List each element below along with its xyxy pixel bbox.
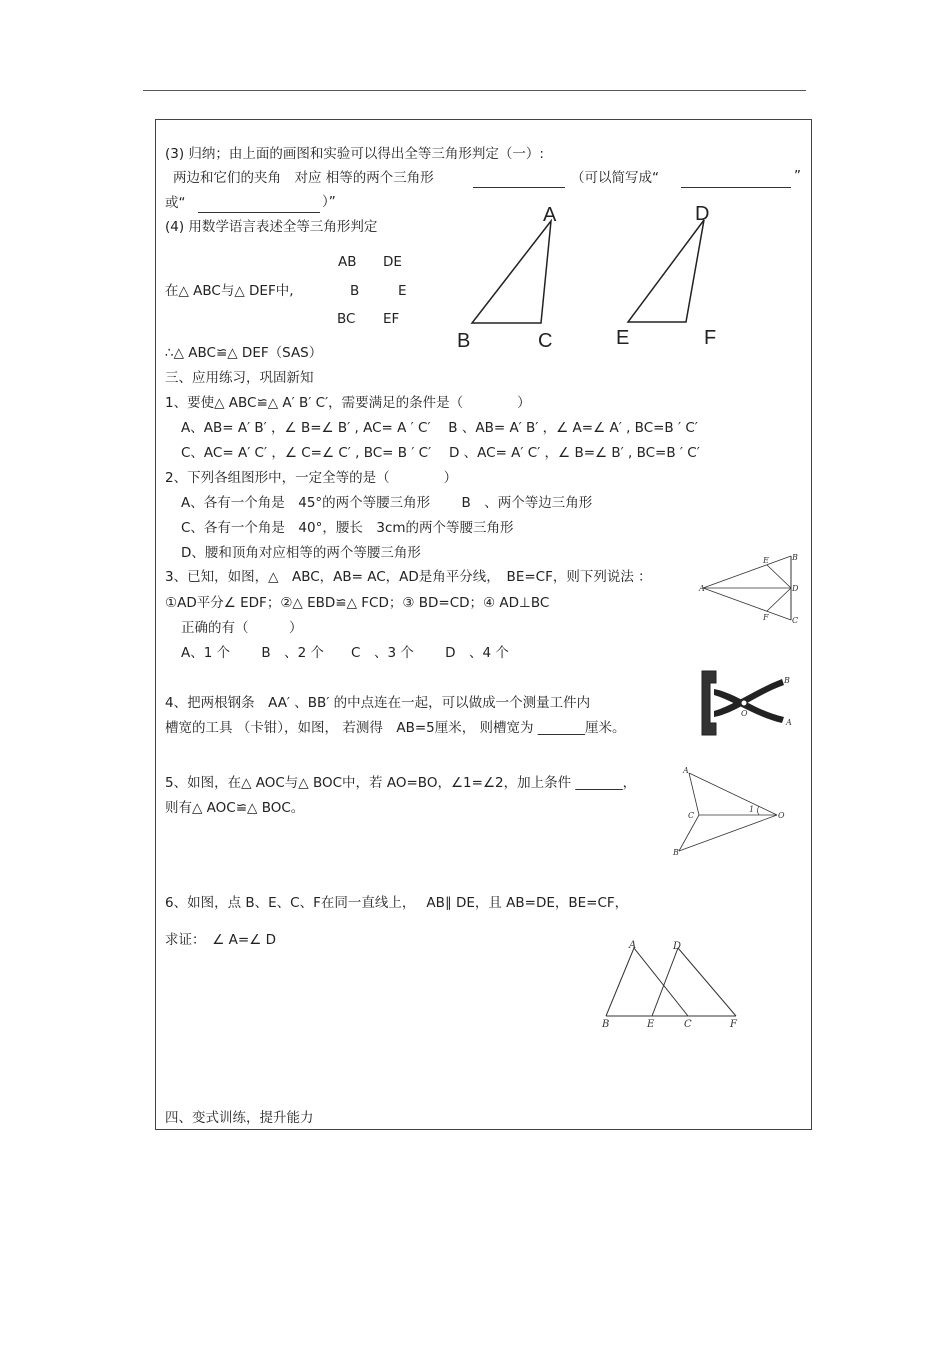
fig3-label-e: E xyxy=(763,556,769,565)
fig5-label-angle1: 1 xyxy=(749,805,755,814)
fig6-label-b: B xyxy=(602,1019,610,1030)
header-rule xyxy=(143,90,806,91)
fig6-label-c: C xyxy=(684,1019,692,1030)
question-1-options-cd: C、AC= A′ C′ ，∠ C=∠ C′ , BC= B ′ C′ D 、AC= A′ C′ ，∠ B=∠ B′ , BC=B ′ C′ xyxy=(181,445,700,461)
in-triangles-label: 在△ ABC与△ DEF中, xyxy=(165,283,294,299)
fig3-label-c: C xyxy=(792,616,799,625)
pair3-right: EF xyxy=(383,311,400,327)
question-6-line1: 6、如图，点 B、E、C、F在同一直线上， AB∥ DE，且 AB=DE，BE=CF， xyxy=(165,895,629,911)
vertex-label-b: B xyxy=(457,330,471,352)
question-3-options: A、1 个 B 、2 个 C 、3 个 D 、4 个 xyxy=(181,645,509,661)
practice-heading: 三、应用练习，巩固新知 xyxy=(165,370,314,386)
abbrev-prompt: （可以简写成“ xyxy=(571,170,659,186)
question-5-line2: 则有△ AOC≌△ BOC。 xyxy=(165,800,305,816)
question-1-options-ab: A、AB= A′ B′ ，∠ B=∠ B′ , AC= A ′ C′ B 、AB= A′ B′ ，∠ A=∠ A′ , BC=B ′ C′ xyxy=(181,420,698,436)
fig4-label-b: B xyxy=(784,676,790,685)
answer-blank-1[interactable] xyxy=(473,175,565,188)
pair2-right: E xyxy=(398,283,407,299)
pair1-left: AB xyxy=(338,254,357,270)
question-3-line2: ①AD平分∠ EDF；②△ EBD≌△ FCD；③ BD=CD；④ AD⊥BC xyxy=(165,595,550,611)
question-1: 1、要使△ ABC≌△ A′ B′ C′，需要满足的条件是（ ） xyxy=(165,395,531,411)
vertex-label-a: A xyxy=(543,204,557,226)
fig6-label-d: D xyxy=(673,941,682,952)
fig3-label-a: A xyxy=(699,584,705,593)
fig4-label-a: A xyxy=(786,718,792,727)
fig5-label-c: C xyxy=(688,811,695,820)
fig3-label-b: B xyxy=(792,553,798,562)
question-3-line1: 3、已知，如图，△ ABC，AB= AC，AD是角平分线， BE=CF，则下列说法 ： xyxy=(165,569,652,585)
fig6-label-e: E xyxy=(647,1019,655,1030)
answer-blank-3[interactable] xyxy=(198,200,320,213)
question-2: 2、下列各组图形中，一定全等的是（ ） xyxy=(165,470,458,486)
fig5-label-a: A xyxy=(683,766,689,775)
fig4-label-o: O xyxy=(741,709,748,718)
answer-blank-2[interactable] xyxy=(681,175,791,188)
pair2-left: B xyxy=(350,283,360,299)
pair3-left: BC xyxy=(337,311,356,327)
question-2-options-ab: A、各有一个角是 45°的两个等腰三角形 B 、两个等边三角形 xyxy=(181,495,593,511)
fig3-label-f: F xyxy=(763,613,769,622)
conclusion: ∴△ ABC≌△ DEF（SAS） xyxy=(165,345,323,361)
or-prompt: 或“ xyxy=(165,195,186,211)
fig6-label-a: A xyxy=(629,940,637,951)
fig5-label-o: O xyxy=(778,811,785,820)
vertex-label-e: E xyxy=(616,327,630,349)
question-3-line3: 正确的有（ ） xyxy=(181,620,303,636)
figure-q4-calipers xyxy=(686,653,798,745)
question-4-line1: 4、把两根钢条 AA′ 、BB′ 的中点连在一起，可以做成一个测量工件内 xyxy=(165,695,591,711)
question-2-option-c: C、各有一个角是 40°，腰长 3cm的两个等腰三角形 xyxy=(181,520,514,536)
sas-statement: 两边和它们的夹角 对应 相等的两个三角形 xyxy=(173,170,434,186)
variant-heading: 四、变式训练，提升能力 xyxy=(165,1110,314,1126)
question-5-line1: 5、如图，在△ AOC与△ BOC中，若 AO=BO，∠1=∠2，加上条件 _______， xyxy=(165,775,637,791)
question-6-prove: 求证： ∠ A=∠ D xyxy=(165,932,276,948)
fig6-label-f: F xyxy=(730,1019,737,1030)
paren-close: ）” xyxy=(322,194,336,210)
quote-close: ” xyxy=(794,168,801,184)
question-4-line2: 槽宽的工具 （卡钳），如图， 若测得 AB=5厘米， 则槽宽为 _______厘米。 xyxy=(165,720,626,736)
vertex-label-c: C xyxy=(538,330,553,352)
question-2-option-d: D、腰和顶角对应相等的两个等腰三角形 xyxy=(181,545,421,561)
pair1-right: DE xyxy=(383,254,402,270)
fig5-label-b: B xyxy=(673,848,679,857)
vertex-label-d: D xyxy=(695,203,710,225)
vertex-label-f: F xyxy=(704,327,717,349)
figure-q5 xyxy=(671,765,787,857)
summary-line: (3) 归纳；由上面的画图和实验可以得出全等三角形判定（一）: xyxy=(165,146,544,162)
fig3-label-d: D xyxy=(792,584,799,593)
section4-title: (4) 用数学语言表述全等三角形判定 xyxy=(165,219,378,235)
figure-q3 xyxy=(699,553,799,623)
figure-q6 xyxy=(600,938,742,1030)
